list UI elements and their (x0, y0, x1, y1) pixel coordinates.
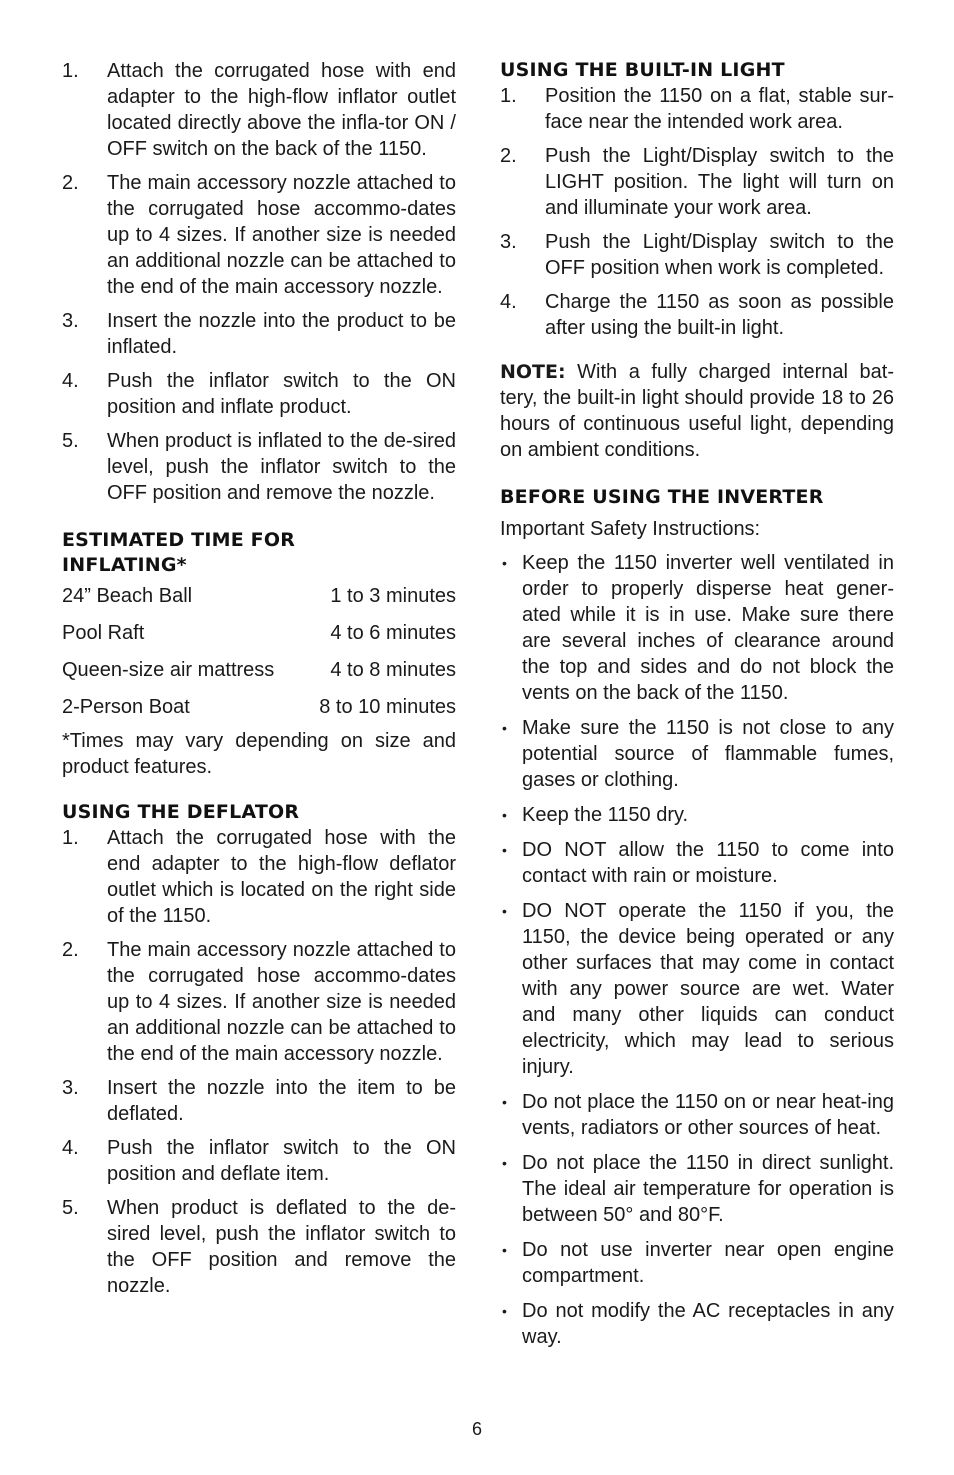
list-item (62, 428, 456, 506)
step-text: Charge the 1150 as soon as possible after using the built-in light. (545, 291, 894, 339)
list-item (500, 1298, 894, 1350)
built-in-light-heading: USING THE BUILT-IN LIGHT (500, 59, 785, 81)
item-cell: 24” Beach Ball (62, 585, 193, 607)
inflating-time-table (62, 580, 456, 728)
bullet-text: Make sure the 1150 is not close to any potential source of flammable fumes, gases or clothing. (522, 717, 894, 791)
list-item (62, 937, 456, 1067)
bullet-icon: • (502, 1094, 507, 1110)
step-text: Insert the nozzle into the item to be deflated. (107, 1077, 456, 1125)
list-item (62, 58, 456, 162)
bullet-text: Do not modify the AC receptacles in any way. (522, 1300, 894, 1348)
list-item (500, 289, 894, 341)
deflator-heading: USING THE DEFLATOR (62, 801, 300, 823)
left-column (62, 58, 456, 1307)
bullet-icon: • (502, 842, 507, 858)
bullet-text: Do not use inverter near open engine compartment. (522, 1239, 894, 1287)
step-number: 2. (62, 939, 79, 961)
list-item (62, 308, 456, 360)
step-number: 1. (500, 85, 517, 107)
step-text: Push the inflator switch to the ON position and deflate item. (107, 1137, 456, 1185)
inverter-heading: BEFORE USING THE INVERTER (500, 486, 824, 508)
bullet-icon: • (502, 1155, 507, 1171)
list-item (62, 170, 456, 300)
time-cell: 1 to 3 minutes (330, 585, 456, 607)
bullet-text: Do not place the 1150 on or near heat-ing vents, radiators or other sources of heat. (522, 1091, 894, 1139)
bullet-icon: • (502, 720, 507, 736)
time-cell: 4 to 8 minutes (330, 659, 456, 681)
step-number: 4. (62, 370, 79, 392)
bullet-icon: • (502, 1303, 507, 1319)
page-number: 6 (471, 1419, 482, 1439)
time-cell: 4 to 6 minutes (330, 622, 456, 644)
step-number: 3. (500, 231, 517, 253)
bullet-icon: • (502, 555, 507, 571)
step-text: Push the inflator switch to the ON position and inflate product. (107, 370, 456, 418)
table-row (62, 691, 456, 728)
list-item (62, 1135, 456, 1187)
item-cell: 2-Person Boat (62, 696, 190, 718)
list-item (62, 1195, 456, 1299)
list-item (500, 1237, 894, 1289)
list-item (500, 229, 894, 281)
note-text: With a fully charged internal bat-tery, the built-in light should provide 18 to 26 hours of continuous useful light, depending on ambient conditions. (500, 361, 894, 461)
step-number: 4. (62, 1137, 79, 1159)
step-text: Push the Light/Display switch to the LIGHT position. The light will turn on and illuminate your work area. (545, 145, 894, 219)
step-text: Position the 1150 on a flat, stable sur-face near the intended work area. (545, 85, 894, 133)
time-cell: 8 to 10 minutes (319, 696, 456, 718)
step-text: Attach the corrugated hose with the end adapter to the high-flow deflator outlet which is located on the right side of the 1150. (107, 827, 456, 927)
step-number: 4. (500, 291, 517, 313)
list-item (500, 837, 894, 889)
list-item (62, 368, 456, 420)
step-number: 1. (62, 60, 79, 82)
step-number: 2. (62, 172, 79, 194)
list-item (500, 1089, 894, 1141)
list-item (500, 802, 894, 828)
step-number: 5. (62, 430, 79, 452)
table-row (62, 617, 456, 654)
step-text: The main accessory nozzle attached to the corrugated hose accommo-dates up to 4 sizes. If another size is needed an additional nozzle can be attached to the end of the main accessory nozzle. (107, 939, 456, 1065)
list-item (500, 898, 894, 1080)
bullet-icon: • (502, 1242, 507, 1258)
inflator-steps (62, 58, 456, 506)
bullet-text: Keep the 1150 dry. (522, 804, 689, 826)
step-text: Attach the corrugated hose with end adapter to the high-flow inflator outlet located directly above the infla-tor ON / OFF switch on the back of the 1150. (107, 60, 456, 160)
list-item (500, 83, 894, 135)
right-column (500, 58, 894, 1359)
light-steps (500, 83, 894, 341)
list-item (62, 825, 456, 929)
step-text: When product is deflated to the de-sired level, push the inflator switch to the OFF position and remove the nozzle. (107, 1197, 456, 1297)
step-text: Insert the nozzle into the product to be inflated. (107, 310, 456, 358)
step-number: 1. (62, 827, 79, 849)
note-label: NOTE: (500, 361, 566, 383)
safety-intro: Important Safety Instructions: (500, 518, 761, 540)
deflator-steps (62, 825, 456, 1299)
bullet-icon: • (502, 903, 507, 919)
step-number: 3. (62, 310, 79, 332)
step-number: 2. (500, 145, 517, 167)
table-row (62, 654, 456, 691)
table-row (62, 580, 456, 617)
light-note (500, 359, 894, 463)
step-text: The main accessory nozzle attached to the corrugated hose accommo-dates up to 4 sizes. If another size is needed an additional nozzle can be attached to the end of the main accessory nozzle. (107, 172, 456, 298)
item-cell: Pool Raft (62, 622, 145, 644)
list-item (62, 1075, 456, 1127)
list-item (500, 715, 894, 793)
step-text: Push the Light/Display switch to the OFF position when work is completed. (545, 231, 894, 279)
bullet-text: Keep the 1150 inverter well ventilated in order to properly disperse heat gener-ated while it is in use. Make sure there are several inches of clearance around the top and sides and do not block the vents on the back of the 1150. (522, 552, 894, 704)
bullet-text: DO NOT allow the 1150 to come into contact with rain or moisture. (522, 839, 894, 887)
list-item (500, 143, 894, 221)
list-item (500, 550, 894, 706)
list-item (500, 1150, 894, 1228)
item-cell: Queen-size air mattress (62, 659, 275, 681)
bullet-text: Do not place the 1150 in direct sunlight. The ideal air temperature for operation is between 50° and 80°F. (522, 1152, 894, 1226)
heading-line: INFLATING* (62, 554, 187, 576)
step-number: 3. (62, 1077, 79, 1099)
heading-line: ESTIMATED TIME FOR (62, 529, 296, 551)
step-text: When product is inflated to the de-sired level, push the inflator switch to the OFF position and remove the nozzle. (107, 430, 456, 504)
safety-bullets (500, 550, 894, 1350)
estimated-time-heading (62, 528, 456, 578)
bullet-text: DO NOT operate the 1150 if you, the 1150, the device being operated or any other surfaces that may come in contact with any power source are wet. Water and many other liquids can conduct electricity, which may lead to serious injury. (522, 900, 894, 1078)
step-number: 5. (62, 1197, 79, 1219)
bullet-icon: • (502, 807, 507, 823)
time-footnote: *Times may vary depending on size and product features. (62, 730, 456, 778)
